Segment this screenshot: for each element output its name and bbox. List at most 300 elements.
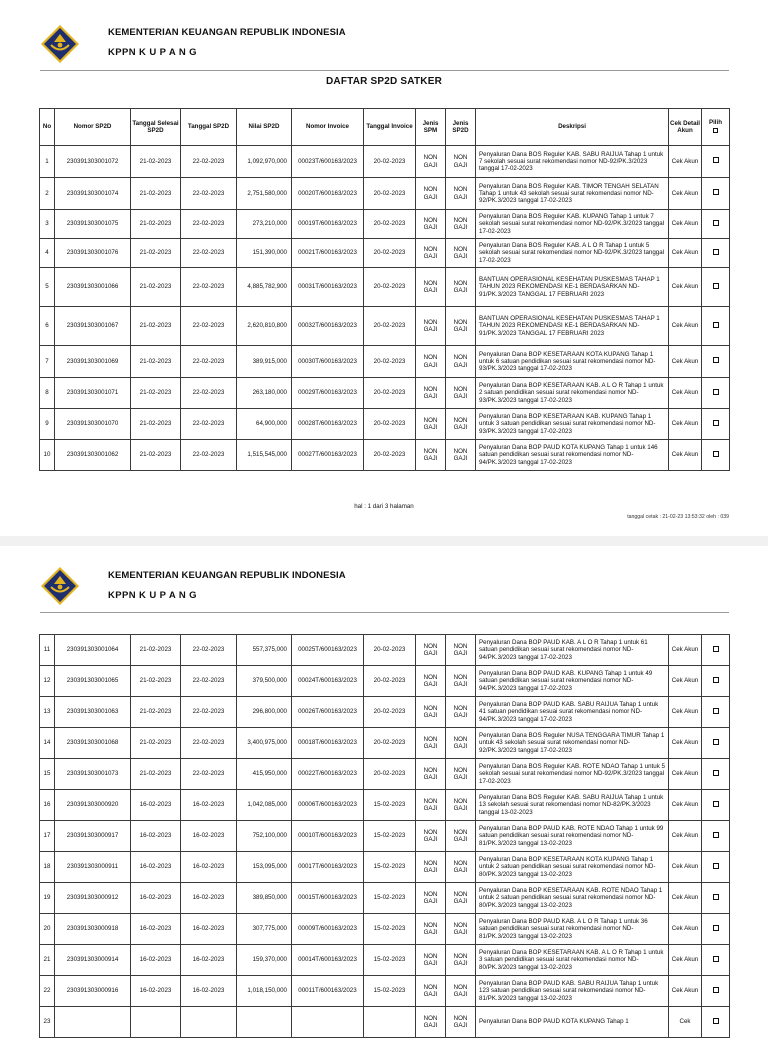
nilai-sp2d-cell: 379,500,000 bbox=[237, 666, 292, 697]
tanggal-selesai-cell: 16-02-2023 bbox=[131, 790, 181, 821]
jenis-spm-cell: NON GAJI bbox=[416, 268, 446, 307]
row-checkbox[interactable] bbox=[713, 739, 719, 745]
table-row bbox=[40, 409, 730, 440]
pilih-cell bbox=[702, 1007, 730, 1038]
deskripsi-cell: BANTUAN OPERASIONAL KESEHATAN PUSKESMAS TAHAP 1 TAHUN 2023 REKOMENDASI KE-1 BERDASARKAN ND-91/PK.3/2023 TANGGAL 17 FEBRUARI 2023 bbox=[476, 307, 669, 346]
jenis-sp2d-cell: NON GAJI bbox=[446, 146, 476, 178]
jenis-spm-cell: NON GAJI bbox=[416, 178, 446, 210]
jenis-sp2d-cell: NON GAJI bbox=[446, 307, 476, 346]
row-number: 3 bbox=[40, 210, 55, 239]
cek-akun-link[interactable]: Cek Akun bbox=[669, 697, 702, 728]
jenis-sp2d-cell: NON GAJI bbox=[446, 790, 476, 821]
table-row bbox=[40, 666, 730, 697]
nilai-sp2d-cell: 1,515,545,000 bbox=[237, 440, 292, 471]
nomor-invoice-cell: 00026T/600163/2023 bbox=[292, 697, 364, 728]
cek-akun-link[interactable]: Cek Akun bbox=[669, 210, 702, 239]
nilai-sp2d-cell: 151,390,000 bbox=[237, 239, 292, 268]
tanggal-invoice-cell: 20-02-2023 bbox=[364, 440, 416, 471]
tanggal-selesai-cell: 21-02-2023 bbox=[131, 146, 181, 178]
tanggal-invoice-cell: 20-02-2023 bbox=[364, 146, 416, 178]
tanggal-invoice-cell: 20-02-2023 bbox=[364, 268, 416, 307]
nomor-sp2d-cell: 230391303001072 bbox=[55, 146, 131, 178]
nomor-invoice-cell: 00031T/600163/2023 bbox=[292, 268, 364, 307]
deskripsi-cell: BANTUAN OPERASIONAL KESEHATAN PUSKESMAS TAHAP 1 TAHUN 2023 REKOMENDASI KE-1 BERDASARKAN ND-91/PK.3/2023 TANGGAL 17 FEBRUARI 2023 bbox=[476, 268, 669, 307]
tanggal-selesai-cell: 21-02-2023 bbox=[131, 307, 181, 346]
row-number: 22 bbox=[40, 976, 55, 1007]
nomor-sp2d-cell: 230391303000914 bbox=[55, 945, 131, 976]
tanggal-selesai-cell: 16-02-2023 bbox=[131, 976, 181, 1007]
nomor-sp2d-cell: 230391303001063 bbox=[55, 697, 131, 728]
row-checkbox[interactable] bbox=[713, 220, 719, 226]
table-row bbox=[40, 239, 730, 268]
row-number: 13 bbox=[40, 697, 55, 728]
tanggal-invoice-cell: 15-02-2023 bbox=[364, 883, 416, 914]
nomor-sp2d-cell: 230391303001066 bbox=[55, 268, 131, 307]
pilih-cell bbox=[702, 440, 730, 471]
jenis-spm-cell: NON GAJI bbox=[416, 945, 446, 976]
pilih-cell bbox=[702, 409, 730, 440]
pilih-label: Pilih bbox=[708, 119, 723, 127]
tanggal-sp2d-cell: 22-02-2023 bbox=[181, 146, 237, 178]
jenis-sp2d-cell: NON GAJI bbox=[446, 945, 476, 976]
tanggal-invoice-cell: 15-02-2023 bbox=[364, 945, 416, 976]
col-header-tanggal-invoice: Tanggal Invoice bbox=[364, 109, 416, 146]
nomor-invoice-cell: 00024T/600163/2023 bbox=[292, 666, 364, 697]
sp2d-table-continued bbox=[39, 634, 730, 1038]
row-checkbox[interactable] bbox=[713, 677, 719, 683]
tanggal-sp2d-cell: 22-02-2023 bbox=[181, 268, 237, 307]
nomor-invoice-cell: 00027T/600163/2023 bbox=[292, 440, 364, 471]
tanggal-sp2d-cell: 16-02-2023 bbox=[181, 945, 237, 976]
tanggal-sp2d-cell: 22-02-2023 bbox=[181, 759, 237, 790]
page-separator bbox=[0, 536, 768, 546]
row-number: 4 bbox=[40, 239, 55, 268]
tanggal-selesai-cell: 21-02-2023 bbox=[131, 759, 181, 790]
row-checkbox[interactable] bbox=[713, 322, 719, 328]
kemenkeu-emblem-icon bbox=[40, 24, 80, 64]
pilih-cell bbox=[702, 883, 730, 914]
tanggal-sp2d-cell: 22-02-2023 bbox=[181, 635, 237, 666]
row-checkbox[interactable] bbox=[713, 925, 719, 931]
report-page-2 bbox=[0, 546, 768, 1029]
col-header-cek-detail-akun: Cek Detail Akun bbox=[669, 109, 702, 146]
deskripsi-cell: Penyaluran Dana BOP KESETARAAN KOTA KUPANG Tahap 1 untuk 2 satuan pendidikan sesuai surat rekomendasi nomor ND-80/PK.3/2023 tanggal 13-02-2023 bbox=[476, 852, 669, 883]
table-row bbox=[40, 146, 730, 178]
row-checkbox[interactable] bbox=[713, 801, 719, 807]
table-row bbox=[40, 378, 730, 409]
table-row bbox=[40, 821, 730, 852]
cek-akun-link[interactable]: Cek Akun bbox=[669, 178, 702, 210]
col-header-tanggal-sp2d: Tanggal SP2D bbox=[181, 109, 237, 146]
jenis-spm-cell: NON GAJI bbox=[416, 666, 446, 697]
deskripsi-cell: Penyaluran Dana BOP PAUD KOTA KUPANG Tahap 1 bbox=[476, 1007, 669, 1038]
tanggal-sp2d-cell: 16-02-2023 bbox=[181, 883, 237, 914]
nomor-invoice-cell: 00029T/600163/2023 bbox=[292, 378, 364, 409]
nomor-sp2d-cell: 230391303000917 bbox=[55, 821, 131, 852]
nilai-sp2d-cell: 296,800,000 bbox=[237, 697, 292, 728]
tanggal-selesai-cell: 16-02-2023 bbox=[131, 914, 181, 945]
deskripsi-cell: Penyaluran Dana BOS Reguler KAB. SABU RAIJUA Tahap 1 untuk 13 sekolah sesuai surat rekomendasi nomor ND-82/PK.3/2023 tanggal 13-02-2023 bbox=[476, 790, 669, 821]
row-checkbox[interactable] bbox=[713, 956, 719, 962]
row-number: 21 bbox=[40, 945, 55, 976]
deskripsi-cell: Penyaluran Dana BOS Reguler KAB. SABU RAIJUA Tahap 1 untuk 7 sekolah sesuai surat rekomendasi nomor ND-92/PK.3/2023 tanggal 17-02-2023 bbox=[476, 146, 669, 178]
tanggal-selesai-cell: 21-02-2023 bbox=[131, 239, 181, 268]
nomor-sp2d-cell: 230391303000918 bbox=[55, 914, 131, 945]
jenis-sp2d-cell: NON GAJI bbox=[446, 759, 476, 790]
row-checkbox[interactable] bbox=[713, 189, 719, 195]
deskripsi-cell: Penyaluran Dana BOP PAUD KAB. SABU RAIJUA Tahap 1 untuk 41 satuan pendidikan sesuai surat rekomendasi nomor ND-94/PK.3/2023 tanggal 17-02-2023 bbox=[476, 697, 669, 728]
cek-akun-link[interactable]: Cek Akun bbox=[669, 852, 702, 883]
jenis-sp2d-cell: NON GAJI bbox=[446, 178, 476, 210]
deskripsi-cell: Penyaluran Dana BOP PAUD KAB. A L O R Tahap 1 untuk 36 satuan pendidikan sesuai surat rekomendasi nomor ND-81/PK.3/2023 tanggal 13-02-2023 bbox=[476, 914, 669, 945]
deskripsi-cell: Penyaluran Dana BOS Reguler KAB. TIMOR TENGAH SELATAN Tahap 1 untuk 43 sekolah sesuai surat rekomendasi nomor ND-92/PK.3/2023 tanggal 17-02-2023 bbox=[476, 178, 669, 210]
nomor-invoice-cell: 00018T/600163/2023 bbox=[292, 728, 364, 759]
pilih-cell bbox=[702, 945, 730, 976]
deskripsi-cell: Penyaluran Dana BOP KESETARAAN KOTA KUPANG Tahap 1 untuk 6 satuan pendidikan sesuai surat rekomendasi nomor ND-93/PK.3/2023 tanggal 17-02-2023 bbox=[476, 346, 669, 378]
table-header-row bbox=[40, 109, 730, 146]
tanggal-invoice-cell: 15-02-2023 bbox=[364, 852, 416, 883]
pilih-cell bbox=[702, 346, 730, 378]
tanggal-invoice-cell: 20-02-2023 bbox=[364, 666, 416, 697]
jenis-sp2d-cell: NON GAJI bbox=[446, 914, 476, 945]
table-row bbox=[40, 697, 730, 728]
tanggal-selesai-cell: 16-02-2023 bbox=[131, 821, 181, 852]
row-number: 1 bbox=[40, 146, 55, 178]
nilai-sp2d-cell: 1,092,970,000 bbox=[237, 146, 292, 178]
tanggal-invoice-cell: 20-02-2023 bbox=[364, 697, 416, 728]
deskripsi-cell: Penyaluran Dana BOP KESETARAAN KAB. ROTE NDAO Tahap 1 untuk 2 satuan pendidikan sesuai surat rekomendasi nomor ND-80/PK.3/2023 tanggal 13-02-2023 bbox=[476, 883, 669, 914]
nomor-sp2d-cell: 230391303000920 bbox=[55, 790, 131, 821]
jenis-spm-cell: NON GAJI bbox=[416, 914, 446, 945]
table-row bbox=[40, 178, 730, 210]
table-row bbox=[40, 210, 730, 239]
tanggal-selesai-cell: 21-02-2023 bbox=[131, 178, 181, 210]
nomor-sp2d-cell: 230391303001067 bbox=[55, 307, 131, 346]
row-number: 10 bbox=[40, 440, 55, 471]
nomor-invoice-cell: 00028T/600163/2023 bbox=[292, 409, 364, 440]
jenis-sp2d-cell: NON GAJI bbox=[446, 883, 476, 914]
tanggal-invoice-cell: 15-02-2023 bbox=[364, 914, 416, 945]
row-checkbox[interactable] bbox=[713, 832, 719, 838]
table-row bbox=[40, 883, 730, 914]
tanggal-sp2d-cell: 22-02-2023 bbox=[181, 210, 237, 239]
tanggal-invoice-cell bbox=[364, 1007, 416, 1038]
col-header-nilai-sp2d: Nilai SP2D bbox=[237, 109, 292, 146]
tanggal-invoice-cell: 20-02-2023 bbox=[364, 635, 416, 666]
jenis-sp2d-cell: NON GAJI bbox=[446, 409, 476, 440]
col-header-nomor-invoice: Nomor Invoice bbox=[292, 109, 364, 146]
cek-akun-link[interactable]: Cek Akun bbox=[669, 409, 702, 440]
cek-akun-link[interactable]: Cek Akun bbox=[669, 945, 702, 976]
row-checkbox[interactable] bbox=[713, 708, 719, 714]
cek-akun-link[interactable]: Cek Akun bbox=[669, 821, 702, 852]
nomor-sp2d-cell: 230391303001062 bbox=[55, 440, 131, 471]
nomor-sp2d-cell: 230391303000911 bbox=[55, 852, 131, 883]
row-number: 5 bbox=[40, 268, 55, 307]
pilih-cell bbox=[702, 697, 730, 728]
tanggal-sp2d-cell: 16-02-2023 bbox=[181, 976, 237, 1007]
deskripsi-cell: Penyaluran Dana BOP PAUD KAB. ROTE NDAO Tahap 1 untuk 99 satuan pendidikan sesuai surat rekomendasi nomor ND-81/PK.3/2023 tanggal 13-02-2023 bbox=[476, 821, 669, 852]
cek-akun-link[interactable]: Cek Akun bbox=[669, 914, 702, 945]
tanggal-sp2d-cell: 22-02-2023 bbox=[181, 666, 237, 697]
row-checkbox[interactable] bbox=[713, 357, 719, 363]
row-checkbox[interactable] bbox=[713, 451, 719, 457]
table-row bbox=[40, 759, 730, 790]
nilai-sp2d-cell: 389,915,000 bbox=[237, 346, 292, 378]
deskripsi-cell: Penyaluran Dana BOP PAUD KAB. SABU RAIJUA Tahap 1 untuk 123 satuan pendidikan sesuai surat rekomendasi nomor ND-81/PK.3/2023 tanggal 13-02-2023 bbox=[476, 976, 669, 1007]
row-number: 16 bbox=[40, 790, 55, 821]
tanggal-sp2d-cell: 22-02-2023 bbox=[181, 239, 237, 268]
nomor-sp2d-cell bbox=[55, 1007, 131, 1038]
jenis-spm-cell: NON GAJI bbox=[416, 821, 446, 852]
row-number: 14 bbox=[40, 728, 55, 759]
cek-akun-link[interactable]: Cek Akun bbox=[669, 346, 702, 378]
pilih-cell bbox=[702, 146, 730, 178]
row-number: 20 bbox=[40, 914, 55, 945]
jenis-sp2d-cell: NON GAJI bbox=[446, 635, 476, 666]
nilai-sp2d-cell: 273,210,000 bbox=[237, 210, 292, 239]
nilai-sp2d-cell bbox=[237, 1007, 292, 1038]
tanggal-invoice-cell: 20-02-2023 bbox=[364, 307, 416, 346]
row-checkbox[interactable] bbox=[713, 157, 719, 163]
col-header-jenis-sp2d: Jenis SP2D bbox=[446, 109, 476, 146]
tanggal-sp2d-cell bbox=[181, 1007, 237, 1038]
cek-akun-link[interactable]: Cek Akun bbox=[669, 268, 702, 307]
col-header-tanggal-selesai: Tanggal Selesai SP2D bbox=[131, 109, 181, 146]
tanggal-sp2d-cell: 22-02-2023 bbox=[181, 178, 237, 210]
sp2d-table bbox=[39, 108, 730, 471]
cek-akun-link[interactable]: Cek Akun bbox=[669, 440, 702, 471]
nomor-invoice-cell: 00017T/600163/2023 bbox=[292, 852, 364, 883]
cek-akun-link[interactable]: Cek Akun bbox=[669, 635, 702, 666]
nilai-sp2d-cell: 3,400,975,000 bbox=[237, 728, 292, 759]
nomor-invoice-cell: 00023T/600163/2023 bbox=[292, 146, 364, 178]
tanggal-selesai-cell: 21-02-2023 bbox=[131, 440, 181, 471]
cek-akun-link[interactable]: Cek Akun bbox=[669, 883, 702, 914]
nilai-sp2d-cell: 64,900,000 bbox=[237, 409, 292, 440]
ministry-name: KEMENTERIAN KEUANGAN REPUBLIK INDONESIA bbox=[108, 570, 346, 581]
nilai-sp2d-cell: 2,620,810,800 bbox=[237, 307, 292, 346]
row-checkbox[interactable] bbox=[713, 249, 719, 255]
tanggal-selesai-cell: 21-02-2023 bbox=[131, 635, 181, 666]
pilih-cell bbox=[702, 210, 730, 239]
pilih-cell bbox=[702, 268, 730, 307]
cek-akun-link[interactable]: Cek Akun bbox=[669, 728, 702, 759]
nilai-sp2d-cell: 1,042,085,000 bbox=[237, 790, 292, 821]
tanggal-selesai-cell: 16-02-2023 bbox=[131, 883, 181, 914]
row-number: 17 bbox=[40, 821, 55, 852]
cek-akun-link[interactable]: Cek Akun bbox=[669, 976, 702, 1007]
pilih-cell bbox=[702, 976, 730, 1007]
col-header-nomor-sp2d: Nomor SP2D bbox=[55, 109, 131, 146]
jenis-spm-cell: NON GAJI bbox=[416, 210, 446, 239]
pilih-cell bbox=[702, 728, 730, 759]
jenis-spm-cell: NON GAJI bbox=[416, 440, 446, 471]
pilih-cell bbox=[702, 852, 730, 883]
cek-akun-link[interactable]: Cek Akun bbox=[669, 790, 702, 821]
cek-akun-link[interactable]: Cek Akun bbox=[669, 146, 702, 178]
tanggal-selesai-cell: 21-02-2023 bbox=[131, 268, 181, 307]
tanggal-sp2d-cell: 16-02-2023 bbox=[181, 790, 237, 821]
nomor-sp2d-cell: 230391303001070 bbox=[55, 409, 131, 440]
cek-akun-link[interactable]: Cek Akun bbox=[669, 239, 702, 268]
jenis-spm-cell: NON GAJI bbox=[416, 976, 446, 1007]
row-checkbox[interactable] bbox=[713, 894, 719, 900]
nilai-sp2d-cell: 389,850,000 bbox=[237, 883, 292, 914]
row-checkbox[interactable] bbox=[713, 770, 719, 776]
jenis-sp2d-cell: NON GAJI bbox=[446, 268, 476, 307]
ministry-name: KEMENTERIAN KEUANGAN REPUBLIK INDONESIA bbox=[108, 27, 346, 38]
tanggal-sp2d-cell: 22-02-2023 bbox=[181, 409, 237, 440]
row-number: 2 bbox=[40, 178, 55, 210]
row-number: 6 bbox=[40, 307, 55, 346]
tanggal-selesai-cell: 21-02-2023 bbox=[131, 346, 181, 378]
row-checkbox[interactable] bbox=[713, 389, 719, 395]
table-row bbox=[40, 976, 730, 1007]
nilai-sp2d-cell: 153,095,000 bbox=[237, 852, 292, 883]
tanggal-sp2d-cell: 16-02-2023 bbox=[181, 852, 237, 883]
tanggal-invoice-cell: 20-02-2023 bbox=[364, 346, 416, 378]
jenis-spm-cell: NON GAJI bbox=[416, 697, 446, 728]
nomor-sp2d-cell: 230391303001071 bbox=[55, 378, 131, 409]
jenis-sp2d-cell: NON GAJI bbox=[446, 346, 476, 378]
nomor-sp2d-cell: 230391303001076 bbox=[55, 239, 131, 268]
tanggal-invoice-cell: 20-02-2023 bbox=[364, 178, 416, 210]
nomor-invoice-cell: 00011T/600163/2023 bbox=[292, 976, 364, 1007]
tanggal-selesai-cell: 21-02-2023 bbox=[131, 210, 181, 239]
jenis-sp2d-cell: NON GAJI bbox=[446, 378, 476, 409]
jenis-sp2d-cell: NON GAJI bbox=[446, 440, 476, 471]
tanggal-sp2d-cell: 22-02-2023 bbox=[181, 378, 237, 409]
tanggal-selesai-cell: 21-02-2023 bbox=[131, 697, 181, 728]
deskripsi-cell: Penyaluran Dana BOP KESETARAAN KAB. KUPANG Tahap 1 untuk 3 satuan pendidikan sesuai surat rekomendasi nomor ND-93/PK.3/2023 tanggal 17-02-2023 bbox=[476, 409, 669, 440]
nomor-invoice-cell: 00006T/600163/2023 bbox=[292, 790, 364, 821]
pilih-cell bbox=[702, 307, 730, 346]
row-checkbox[interactable] bbox=[713, 1018, 719, 1024]
pilih-cell bbox=[702, 178, 730, 210]
cek-akun-link[interactable]: Cek Akun bbox=[669, 307, 702, 346]
tanggal-sp2d-cell: 22-02-2023 bbox=[181, 697, 237, 728]
deskripsi-cell: Penyaluran Dana BOS Reguler KAB. KUPANG Tahap 1 untuk 7 sekolah sesuai surat rekomendasi nomor ND-92/PK.3/2023 tanggal 17-02-2023 bbox=[476, 210, 669, 239]
row-checkbox[interactable] bbox=[713, 283, 719, 289]
col-header-pilih bbox=[702, 109, 730, 146]
tanggal-invoice-cell: 20-02-2023 bbox=[364, 210, 416, 239]
jenis-spm-cell: NON GAJI bbox=[416, 378, 446, 409]
table-row bbox=[40, 728, 730, 759]
tanggal-sp2d-cell: 16-02-2023 bbox=[181, 914, 237, 945]
deskripsi-cell: Penyaluran Dana BOP PAUD KOTA KUPANG Tahap 1 untuk 146 satuan pendidikan sesuai surat rekomendasi nomor ND-94/PK.3/2023 tanggal 17-02-2023 bbox=[476, 440, 669, 471]
pilih-cell bbox=[702, 914, 730, 945]
nomor-invoice-cell: 00009T/600163/2023 bbox=[292, 914, 364, 945]
col-header-deskripsi: Deskripsi bbox=[476, 109, 669, 146]
tanggal-invoice-cell: 15-02-2023 bbox=[364, 976, 416, 1007]
row-number: 7 bbox=[40, 346, 55, 378]
cek-akun-link[interactable]: Cek Akun bbox=[669, 378, 702, 409]
nilai-sp2d-cell: 159,370,000 bbox=[237, 945, 292, 976]
nomor-sp2d-cell: 230391303000912 bbox=[55, 883, 131, 914]
deskripsi-cell: Penyaluran Dana BOS Reguler KAB. A L O R Tahap 1 untuk 5 sekolah sesuai surat rekomendasi nomor ND-92/PK.3/2023 tanggal 17-02-2023 bbox=[476, 239, 669, 268]
jenis-spm-cell: NON GAJI bbox=[416, 759, 446, 790]
tanggal-selesai-cell bbox=[131, 1007, 181, 1038]
tanggal-invoice-cell: 20-02-2023 bbox=[364, 728, 416, 759]
kemenkeu-emblem-icon bbox=[40, 566, 80, 606]
row-number: 12 bbox=[40, 666, 55, 697]
row-checkbox[interactable] bbox=[713, 987, 719, 993]
jenis-sp2d-cell: NON GAJI bbox=[446, 666, 476, 697]
tanggal-sp2d-cell: 22-02-2023 bbox=[181, 346, 237, 378]
jenis-sp2d-cell: NON GAJI bbox=[446, 728, 476, 759]
row-number: 18 bbox=[40, 852, 55, 883]
jenis-spm-cell: NON GAJI bbox=[416, 635, 446, 666]
tanggal-sp2d-cell: 22-02-2023 bbox=[181, 307, 237, 346]
office-name: KPPN K U P A N G bbox=[108, 47, 197, 58]
tanggal-invoice-cell: 20-02-2023 bbox=[364, 378, 416, 409]
pilih-cell bbox=[702, 635, 730, 666]
select-all-checkbox[interactable] bbox=[713, 128, 718, 133]
cek-akun-link[interactable]: Cek bbox=[669, 1007, 702, 1038]
page-number: hal : 1 dari 3 halaman bbox=[354, 503, 414, 510]
table-row bbox=[40, 790, 730, 821]
nilai-sp2d-cell: 4,885,782,900 bbox=[237, 268, 292, 307]
row-number: 11 bbox=[40, 635, 55, 666]
deskripsi-cell: Penyaluran Dana BOP KESETARAAN KAB. A L O R Tahap 1 untuk 3 satuan pendidikan sesuai surat rekomendasi nomor ND-80/PK.3/2023 tanggal 13-02-2023 bbox=[476, 945, 669, 976]
cek-akun-link[interactable]: Cek Akun bbox=[669, 666, 702, 697]
jenis-sp2d-cell: NON GAJI bbox=[446, 239, 476, 268]
pilih-cell bbox=[702, 378, 730, 409]
jenis-sp2d-cell: NON GAJI bbox=[446, 210, 476, 239]
table-row bbox=[40, 1007, 730, 1038]
tanggal-selesai-cell: 21-02-2023 bbox=[131, 666, 181, 697]
table-row bbox=[40, 440, 730, 471]
nilai-sp2d-cell: 415,950,000 bbox=[237, 759, 292, 790]
tanggal-selesai-cell: 16-02-2023 bbox=[131, 852, 181, 883]
table-row bbox=[40, 635, 730, 666]
tanggal-selesai-cell: 16-02-2023 bbox=[131, 945, 181, 976]
pilih-cell bbox=[702, 790, 730, 821]
nomor-invoice-cell: 00020T/600163/2023 bbox=[292, 178, 364, 210]
office-name: KPPN K U P A N G bbox=[108, 590, 197, 601]
tanggal-invoice-cell: 15-02-2023 bbox=[364, 790, 416, 821]
jenis-spm-cell: NON GAJI bbox=[416, 852, 446, 883]
deskripsi-cell: Penyaluran Dana BOS Reguler KAB. ROTE NDAO Tahap 1 untuk 5 sekolah sesuai surat rekomendasi nomor ND-92/PK.3/2023 tanggal 17-02-2023 bbox=[476, 759, 669, 790]
cek-akun-link[interactable]: Cek Akun bbox=[669, 759, 702, 790]
deskripsi-cell: Penyaluran Dana BOP PAUD KAB. A L O R Tahap 1 untuk 61 satuan pendidikan sesuai surat rekomendasi nomor ND-94/PK.3/2023 tanggal 17-02-2023 bbox=[476, 635, 669, 666]
jenis-spm-cell: NON GAJI bbox=[416, 883, 446, 914]
header-divider bbox=[40, 70, 729, 71]
jenis-sp2d-cell: NON GAJI bbox=[446, 976, 476, 1007]
row-checkbox[interactable] bbox=[713, 420, 719, 426]
nomor-invoice-cell: 00019T/600163/2023 bbox=[292, 210, 364, 239]
row-number: 8 bbox=[40, 378, 55, 409]
jenis-spm-cell: NON GAJI bbox=[416, 790, 446, 821]
nomor-invoice-cell: 00015T/600163/2023 bbox=[292, 883, 364, 914]
nomor-sp2d-cell: 230391303001068 bbox=[55, 728, 131, 759]
nomor-sp2d-cell: 230391303001074 bbox=[55, 178, 131, 210]
jenis-sp2d-cell: NON GAJI bbox=[446, 852, 476, 883]
table-row bbox=[40, 268, 730, 307]
nilai-sp2d-cell: 307,775,000 bbox=[237, 914, 292, 945]
pilih-cell bbox=[702, 666, 730, 697]
nomor-invoice-cell: 00022T/600163/2023 bbox=[292, 759, 364, 790]
row-checkbox[interactable] bbox=[713, 863, 719, 869]
row-checkbox[interactable] bbox=[713, 646, 719, 652]
nilai-sp2d-cell: 557,375,000 bbox=[237, 635, 292, 666]
jenis-sp2d-cell: NON GAJI bbox=[446, 697, 476, 728]
jenis-spm-cell: NON GAJI bbox=[416, 409, 446, 440]
jenis-spm-cell: NON GAJI bbox=[416, 728, 446, 759]
deskripsi-cell: Penyaluran Dana BOP PAUD KAB. KUPANG Tahap 1 untuk 49 satuan pendidikan sesuai surat rekomendasi nomor ND-94/PK.3/2023 tanggal 17-02-2023 bbox=[476, 666, 669, 697]
nomor-sp2d-cell: 230391303001064 bbox=[55, 635, 131, 666]
